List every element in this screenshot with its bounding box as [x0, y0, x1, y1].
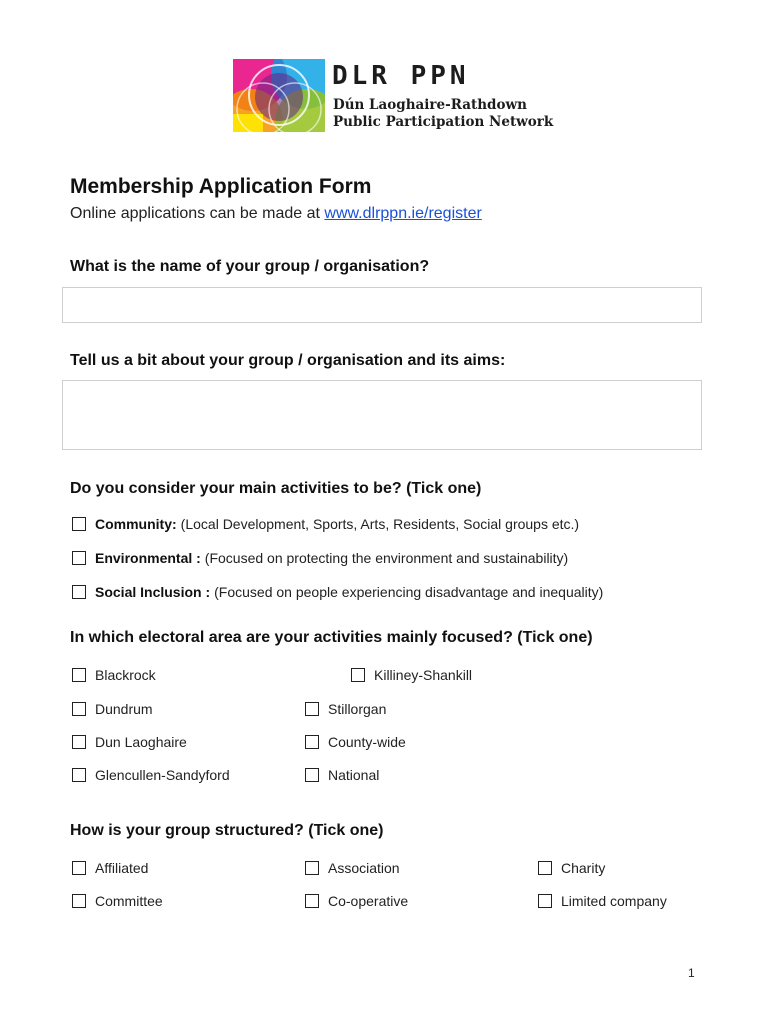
option-county-wide[interactable] [305, 734, 406, 750]
option-label: Committee [95, 893, 163, 909]
intro-label: Online applications can be made at [70, 205, 325, 222]
group-name-input[interactable] [62, 287, 702, 323]
checkbox[interactable] [72, 768, 86, 782]
option-name: Social Inclusion : [95, 584, 211, 600]
option-description: (Focused on people experiencing disadvantage and inequality) [214, 584, 604, 600]
checkbox[interactable] [305, 735, 319, 749]
option-association[interactable] [305, 860, 400, 876]
option-blackrock[interactable] [72, 667, 156, 683]
option-label: Co-operative [328, 893, 409, 909]
option-label: Stillorgan [328, 701, 387, 717]
option-stillorgan[interactable] [305, 701, 386, 717]
option-committee[interactable] [72, 893, 163, 909]
checkbox[interactable] [305, 894, 319, 908]
checkbox[interactable] [305, 768, 319, 782]
option-glencullen-sandyford[interactable] [72, 767, 230, 783]
option-name: Environmental : [95, 550, 201, 566]
logo-title: DLR PPN [332, 61, 470, 91]
option-description: (Focused on protecting the environment and sustainability) [204, 550, 569, 566]
option-label: Affiliated [95, 860, 149, 876]
option-national[interactable] [305, 767, 379, 783]
checkbox[interactable] [72, 861, 86, 875]
option-co-operative[interactable] [305, 893, 408, 909]
option-community[interactable] [72, 516, 579, 532]
option-label: Dun Laoghaire [95, 734, 187, 750]
group-aims-textarea[interactable] [62, 380, 702, 450]
option-social-inclusion[interactable] [72, 584, 603, 600]
option-affiliated[interactable] [72, 860, 148, 876]
option-label: Limited company [561, 893, 667, 909]
question-group-aims: Tell us a bit about your group / organisation and its aims: [70, 352, 506, 369]
option-label: Dundrum [95, 701, 153, 717]
form-title: Membership Application Form [70, 175, 372, 198]
option-charity[interactable] [538, 860, 605, 876]
question-group-name: What is the name of your group / organisation? [70, 258, 430, 275]
checkbox[interactable] [305, 861, 319, 875]
dlr-ppn-logo-icon [233, 59, 325, 132]
option-environmental[interactable] [72, 550, 568, 566]
option-dun-laoghaire[interactable] [72, 734, 187, 750]
checkbox[interactable] [72, 735, 86, 749]
option-dundrum[interactable] [72, 701, 153, 717]
option-label: Association [328, 860, 400, 876]
question-main-activities: Do you consider your main activities to be? (Tick one) [70, 480, 482, 497]
logo-subtitle-line1: Dún Laoghaire-Rathdown [333, 97, 527, 113]
logo-subtitle-line2: Public Participation Network [333, 114, 554, 130]
checkbox[interactable] [538, 894, 552, 908]
option-label: Killiney-Shankill [374, 667, 473, 683]
question-group-structure: How is your group structured? (Tick one) [70, 822, 384, 839]
checkbox[interactable] [72, 585, 86, 599]
checkbox[interactable] [72, 551, 86, 565]
checkbox[interactable] [72, 517, 86, 531]
checkbox[interactable] [351, 668, 365, 682]
option-label: Glencullen-Sandyford [95, 767, 230, 783]
option-label: County-wide [328, 734, 406, 750]
option-label: National [328, 767, 380, 783]
checkbox[interactable] [538, 861, 552, 875]
checkbox[interactable] [72, 668, 86, 682]
checkbox[interactable] [72, 702, 86, 716]
register-link[interactable]: www.dlrppn.ie/register [324, 205, 482, 222]
option-killiney-shankill[interactable] [351, 667, 472, 683]
option-label: Charity [561, 860, 606, 876]
option-description: (Local Development, Sports, Arts, Residents, Social groups etc.) [180, 516, 580, 532]
checkbox[interactable] [72, 894, 86, 908]
option-name: Community: [95, 516, 177, 532]
question-electoral-area: In which electoral area are your activities mainly focused? (Tick one) [70, 629, 593, 646]
checkbox[interactable] [305, 702, 319, 716]
option-limited-company[interactable] [538, 893, 667, 909]
intro-text [70, 205, 482, 223]
option-label: Blackrock [95, 667, 156, 683]
page-number: 1 [688, 966, 695, 980]
